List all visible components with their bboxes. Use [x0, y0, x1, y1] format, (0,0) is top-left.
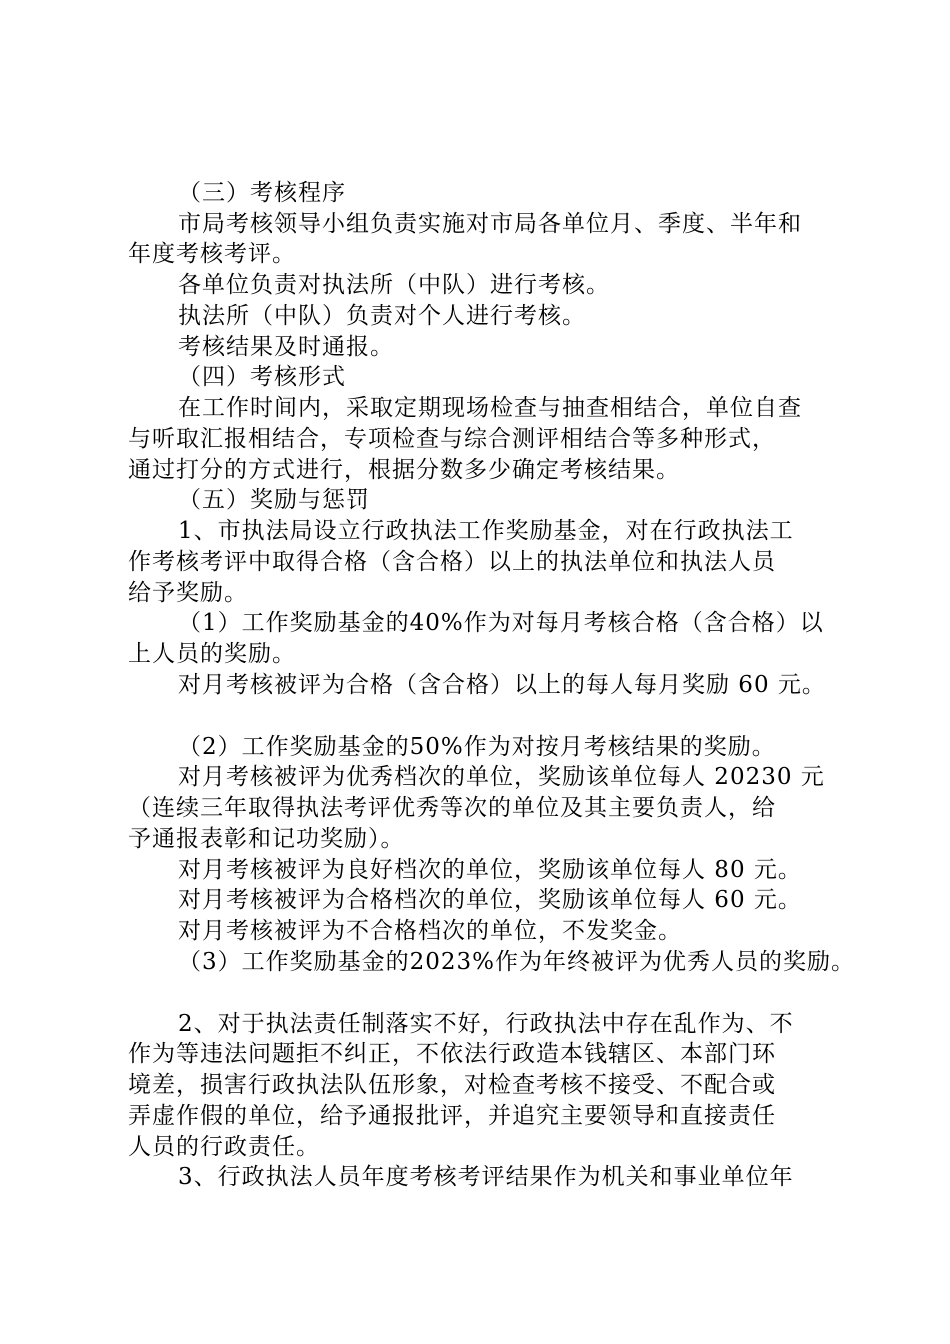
paragraph-line: 上人员的奖励。	[128, 641, 296, 667]
section-heading-3: （三）考核程序	[178, 180, 346, 206]
paragraph-line: 对月考核被评为合格档次的单位，奖励该单位每人 60 元。	[178, 887, 802, 913]
paragraph-line: 弄虚作假的单位，给予通报批评，并追究主要领导和直接责任	[128, 1103, 776, 1129]
paragraph-line: 2、对于执法责任制落实不好，行政执法中存在乱作为、不	[178, 1011, 794, 1037]
section-heading-4: （四）考核形式	[178, 364, 346, 390]
paragraph-line: 执法所（中队）负责对个人进行考核。	[178, 303, 586, 329]
paragraph-line: （3）工作奖励基金的2023%作为年终被评为优秀人员的奖励。	[178, 949, 856, 975]
section-heading-5: （五）奖励与惩罚	[178, 487, 370, 513]
paragraph-line: 3、行政执法人员年度考核考评结果作为机关和事业单位年	[178, 1164, 794, 1190]
paragraph-line: 对月考核被评为不合格档次的单位，不发奖金。	[178, 918, 682, 944]
paragraph-line: 与听取汇报相结合，专项检查与综合测评相结合等多种形式，	[128, 426, 776, 452]
paragraph-line: 各单位负责对执法所（中队）进行考核。	[178, 272, 610, 298]
paragraph-line: 作考核考评中取得合格（含合格）以上的执法单位和执法人员	[128, 549, 776, 575]
paragraph-line: 境差，损害行政执法队伍形象，对检查考核不接受、不配合或	[128, 1072, 776, 1098]
paragraph-line: 在工作时间内，采取定期现场检查与抽查相结合，单位自查	[178, 395, 802, 421]
paragraph-line: 年度考核考评。	[128, 241, 296, 267]
paragraph-line: 1、市执法局设立行政执法工作奖励基金，对在行政执法工	[178, 518, 794, 544]
paragraph-line: （2）工作奖励基金的50%作为对按月考核结果的奖励。	[178, 734, 776, 760]
paragraph-line: 作为等违法问题拒不纠正，不依法行政造本钱辖区、本部门环	[128, 1041, 776, 1067]
paragraph-line: 给予奖励。	[128, 580, 248, 606]
paragraph-line: （连续三年取得执法考评优秀等次的单位及其主要负责人，给	[128, 795, 776, 821]
paragraph-line: 对月考核被评为优秀档次的单位，奖励该单位每人 20230 元	[178, 764, 825, 790]
paragraph-line: 对月考核被评为合格（含合格）以上的每人每月奖励 60 元。	[178, 672, 826, 698]
paragraph-line: （1）工作奖励基金的40%作为对每月考核合格（含合格）以	[178, 610, 824, 636]
paragraph-line: 市局考核领导小组负责实施对市局各单位月、季度、半年和	[178, 211, 802, 237]
paragraph-line: 予通报表彰和记功奖励）。	[128, 826, 405, 852]
paragraph-line: 考核结果及时通报。	[178, 334, 394, 360]
paragraph-line: 通过打分的方式进行，根据分数多少确定考核结果。	[128, 457, 680, 483]
paragraph-line: 人员的行政责任。	[128, 1134, 320, 1160]
paragraph-line: 对月考核被评为良好档次的单位，奖励该单位每人 80 元。	[178, 857, 802, 883]
